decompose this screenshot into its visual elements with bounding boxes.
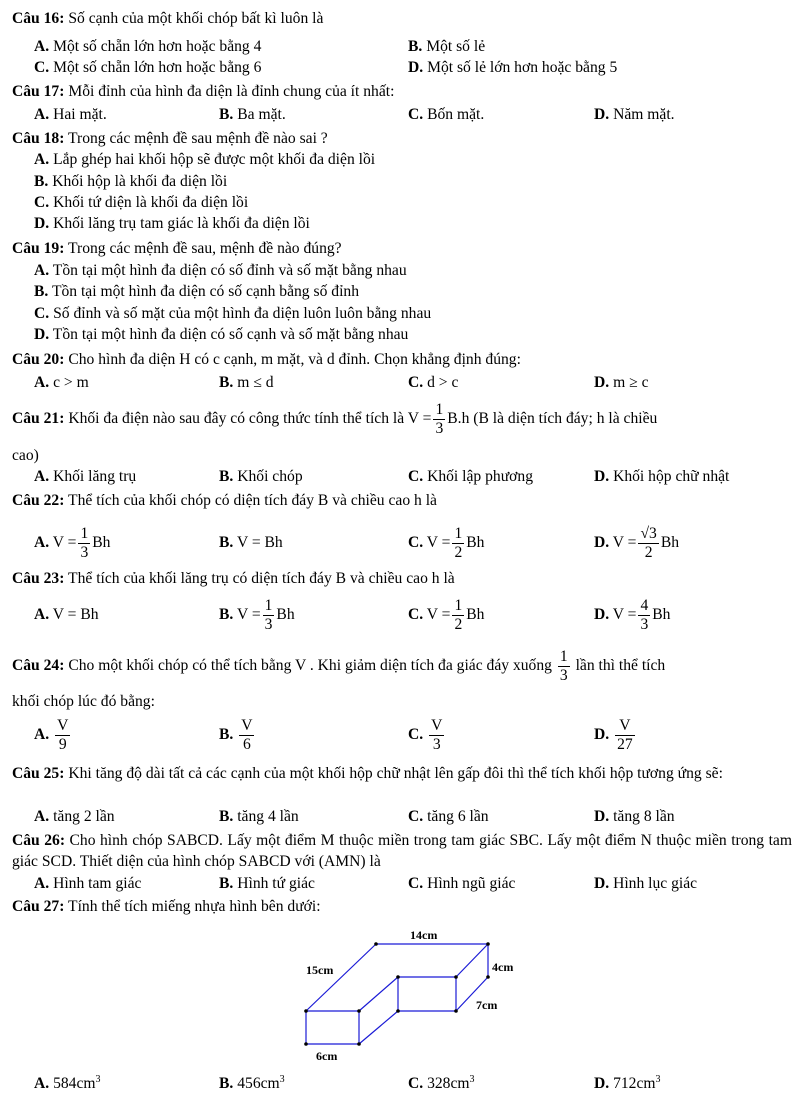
option-label: A. xyxy=(34,534,50,551)
option-label: B. xyxy=(219,374,234,391)
figure-edge xyxy=(456,944,488,977)
question-22 xyxy=(12,490,792,511)
dimension-7cm: 7cm xyxy=(476,998,498,1012)
option-label: A. xyxy=(34,106,50,123)
fraction-denominator: 3 xyxy=(264,615,273,633)
q27-option-b: 456cm xyxy=(237,1075,280,1093)
option-label: C. xyxy=(408,875,424,892)
option-label: C. xyxy=(408,606,424,623)
q19-option-d-line xyxy=(34,324,408,345)
q23-option-c-v: V = xyxy=(426,606,451,623)
option-label: A. xyxy=(34,151,50,168)
q20-option-d: m ≥ c xyxy=(613,374,649,391)
q16-option-c: Một số chẵn lớn hơn hoặc bằng 6 xyxy=(53,59,262,76)
option-label: B. xyxy=(408,38,423,55)
option-label: D. xyxy=(408,59,424,76)
fraction xyxy=(452,598,464,632)
question-21-line-2 xyxy=(12,445,792,466)
q19-option-a: Tồn tại một hình đa diện có số đỉnh và số mặt bằng nhau xyxy=(52,262,407,279)
option-label: C. xyxy=(34,59,50,76)
fraction-denominator: 6 xyxy=(242,735,251,753)
q17-option-b: Ba mặt. xyxy=(237,106,286,123)
question-24-options xyxy=(0,713,800,757)
q27-option-c: 328cm xyxy=(427,1075,470,1093)
question-22-options xyxy=(0,522,800,564)
q23-option-d-v: V = xyxy=(612,606,637,623)
q20-option-a: c > m xyxy=(53,374,89,391)
option-label: D. xyxy=(594,726,610,743)
question-20-text: Cho hình đa diện H có c cạnh, m mặt, và d đỉnh. Chọn khẳng định đúng: xyxy=(68,351,521,368)
q27-option-a: 584cm xyxy=(53,1075,96,1093)
q21-option-b: Khối chóp xyxy=(237,468,303,485)
fraction xyxy=(55,718,70,752)
option-label: D. xyxy=(594,606,610,623)
q20-option-b: m ≤ d xyxy=(237,374,274,391)
question-17-text: Mỗi đỉnh của hình đa diện là đỉnh chung của ít nhất: xyxy=(68,83,395,100)
figure-vertex xyxy=(454,1009,458,1013)
question-17-number: Câu 17: xyxy=(12,83,65,100)
question-24-text-end: khối chóp lúc đó bằng: xyxy=(12,693,155,710)
plastic-piece-figure xyxy=(290,922,530,1067)
question-18 xyxy=(12,128,792,149)
dimension-4cm: 4cm xyxy=(492,960,514,974)
q19-option-b: Tồn tại một hình đa diện có số cạnh bằng số đỉnh xyxy=(51,283,359,300)
question-21-number: Câu 21: xyxy=(12,410,65,427)
q22-option-c-v: V = xyxy=(426,534,451,551)
question-21-text-cont: B.h (B là diện tích đáy; h là chiều xyxy=(447,410,658,427)
option-label: D. xyxy=(594,374,610,391)
question-23-options xyxy=(0,594,800,636)
q17-option-a: Hai mặt. xyxy=(53,106,107,123)
question-26-number: Câu 26: xyxy=(12,832,66,849)
q26-option-a: Hình tam giác xyxy=(53,875,142,892)
q22-option-b: V = Bh xyxy=(236,534,283,551)
question-24-number: Câu 24: xyxy=(12,657,65,674)
question-21-options xyxy=(0,466,800,487)
option-label: C. xyxy=(34,305,50,322)
q16-option-d: Một số lẻ lớn hơn hoặc bằng 5 xyxy=(427,59,618,76)
fraction-denominator: 2 xyxy=(644,543,653,561)
fraction-numerator: V xyxy=(57,717,69,735)
fraction-denominator: 9 xyxy=(58,735,67,753)
q18-option-a-line xyxy=(34,149,375,170)
figure-vertex xyxy=(396,975,400,979)
q26-option-c: Hình ngũ giác xyxy=(427,875,516,892)
fraction xyxy=(263,598,275,632)
q23-option-a: V = Bh xyxy=(52,606,99,623)
q18-option-a: Lắp ghép hai khối hộp sẽ được một khối đa diện lồi xyxy=(53,151,376,168)
figure-vertex xyxy=(396,1009,400,1013)
q25-option-a: tăng 2 lần xyxy=(53,808,115,825)
figure-vertex xyxy=(304,1042,308,1046)
q21-option-c: Khối lập phương xyxy=(427,468,533,485)
option-label: A. xyxy=(34,374,50,391)
question-27-number: Câu 27: xyxy=(12,898,65,915)
fraction-numerator: 4 xyxy=(640,597,649,615)
question-20-options xyxy=(0,372,800,393)
fraction-numerator: V xyxy=(615,718,635,736)
fraction-denominator: 3 xyxy=(435,419,444,437)
q23-option-b-v: V = xyxy=(236,606,261,623)
fraction-denominator: 27 xyxy=(617,735,633,753)
q23-option-b-bh: Bh xyxy=(276,606,295,623)
q19-option-a-line xyxy=(34,260,407,281)
fraction-denominator: 3 xyxy=(559,666,568,684)
q20-option-c: d > c xyxy=(427,374,459,391)
q22-option-a-bh: Bh xyxy=(92,534,111,551)
question-22-number: Câu 22: xyxy=(12,492,65,509)
option-label: D. xyxy=(34,215,50,232)
option-label: A. xyxy=(34,468,50,485)
question-21 xyxy=(12,398,792,440)
q18-option-b-line xyxy=(34,171,227,192)
q19-option-b-line xyxy=(34,281,359,302)
question-25-number: Câu 25: xyxy=(12,765,65,782)
fraction-numerator: 1 xyxy=(454,597,463,615)
question-25-text: Khi tăng độ dài tất cả các cạnh của một khối hộp chữ nhật lên gấp đôi thì thể tích khối hộp tương ứng sẽ: xyxy=(68,765,723,782)
question-25-options xyxy=(0,806,800,827)
q27-option-d: 712cm xyxy=(613,1075,656,1093)
question-18-text: Trong các mệnh đề sau mệnh đề nào sai ? xyxy=(68,130,328,147)
question-22-text: Thể tích của khối chóp có diện tích đáy B và chiều cao h là xyxy=(68,492,437,509)
figure-edge xyxy=(359,1011,398,1044)
dimension-15cm: 15cm xyxy=(306,963,334,977)
option-label: B. xyxy=(219,1075,234,1093)
option-label: C. xyxy=(408,1075,424,1093)
option-label: B. xyxy=(219,875,234,892)
question-17-options xyxy=(0,104,800,125)
question-16 xyxy=(12,8,792,29)
option-label: C. xyxy=(408,534,424,551)
question-26 xyxy=(12,830,792,872)
q17-option-c: Bốn mặt. xyxy=(427,106,485,123)
question-21-text-end: cao) xyxy=(12,447,39,464)
fraction xyxy=(78,526,90,560)
q22-option-d-v: V = xyxy=(612,534,637,551)
exponent: 3 xyxy=(95,1074,101,1085)
option-label: B. xyxy=(219,726,234,743)
option-label: C. xyxy=(408,374,424,391)
question-27 xyxy=(12,896,792,917)
fraction-numerator: V xyxy=(241,717,253,735)
fraction xyxy=(433,402,445,436)
q18-option-c-line xyxy=(34,192,248,213)
question-26-text: Cho hình chóp SABCD. Lấy một điểm M thuộc miền trong tam giác SBC. Lấy một điểm N thuộc miền trong tam giác SCD. Thiết diện của hình chóp SABCD với (AMN) là xyxy=(12,832,792,870)
q18-option-d-line xyxy=(34,213,310,234)
figure-edge xyxy=(359,977,398,1011)
option-label: B. xyxy=(34,173,49,190)
question-16-options-row-2 xyxy=(0,57,800,78)
q21-option-d: Khối hộp chữ nhật xyxy=(613,468,730,485)
q26-option-b: Hình tứ giác xyxy=(237,875,315,892)
question-26-options xyxy=(0,873,800,894)
q18-option-b: Khối hộp là khối đa diện lồi xyxy=(52,173,228,190)
option-label: C. xyxy=(408,106,424,123)
fraction-numerator: 1 xyxy=(80,525,89,543)
q17-option-d: Năm mặt. xyxy=(613,106,675,123)
fraction xyxy=(452,526,464,560)
fraction-denominator: 3 xyxy=(432,735,441,753)
dimension-14cm: 14cm xyxy=(410,928,438,942)
option-label: C. xyxy=(34,194,50,211)
option-label: B. xyxy=(219,606,234,623)
q23-option-c-bh: Bh xyxy=(466,606,485,623)
option-label: B. xyxy=(34,283,49,300)
question-23-number: Câu 23: xyxy=(12,570,65,587)
exponent: 3 xyxy=(279,1074,285,1085)
option-label: D. xyxy=(594,808,610,825)
figure-vertex xyxy=(374,942,378,946)
question-19-number: Câu 19: xyxy=(12,240,65,257)
figure-vertex xyxy=(357,1009,361,1013)
fraction-denominator: 3 xyxy=(640,615,649,633)
option-label: D. xyxy=(594,468,610,485)
fraction-numerator: 1 xyxy=(559,648,568,666)
question-19-text: Trong các mệnh đề sau, mệnh đề nào đúng? xyxy=(68,240,342,257)
option-label: C. xyxy=(408,808,424,825)
dimension-6cm: 6cm xyxy=(316,1049,338,1063)
q16-option-a: Một số chẵn lớn hơn hoặc bằng 4 xyxy=(53,38,262,55)
fraction xyxy=(615,718,635,752)
q25-option-d: tăng 8 lần xyxy=(613,808,675,825)
fraction-numerator: V xyxy=(431,717,443,735)
figure-vertex xyxy=(304,1009,308,1013)
option-label: A. xyxy=(34,1075,50,1093)
question-24-text-cont: lần thì thể tích xyxy=(575,657,666,674)
q16-option-b: Một số lẻ xyxy=(426,38,486,55)
question-17 xyxy=(12,81,792,102)
question-24-line-2 xyxy=(12,691,792,712)
question-27-options xyxy=(0,1069,800,1093)
option-label: A. xyxy=(34,726,50,743)
fraction xyxy=(638,598,650,632)
question-24 xyxy=(12,645,792,687)
q19-option-c: Số đỉnh và số mặt của một hình đa diện luôn luôn bằng nhau xyxy=(53,305,432,322)
fraction xyxy=(638,526,658,560)
option-label: D. xyxy=(34,326,50,343)
exponent: 3 xyxy=(655,1074,661,1085)
question-16-options-row-1 xyxy=(0,36,800,57)
question-23-text: Thể tích của khối lăng trụ có diện tích đáy B và chiều cao h là xyxy=(68,570,455,587)
option-label: D. xyxy=(594,875,610,892)
q18-option-c: Khối tứ diện là khối đa diện lồi xyxy=(53,194,249,211)
exponent: 3 xyxy=(469,1074,475,1085)
question-16-text: Số cạnh của một khối chóp bất kì luôn là xyxy=(68,10,324,27)
q25-option-b: tăng 4 lần xyxy=(237,808,299,825)
fraction-numerator: 1 xyxy=(435,401,444,419)
question-19 xyxy=(12,238,792,259)
figure-vertex xyxy=(454,975,458,979)
option-label: D. xyxy=(594,106,610,123)
question-21-text: Khối đa điện nào sau đây có công thức tính thể tích là xyxy=(68,410,405,427)
fraction-numerator: √3 xyxy=(640,525,657,543)
q22-option-c-bh: Bh xyxy=(466,534,485,551)
question-24-text: Cho một khối chóp có thể tích bằng V . Khi giảm diện tích đa giác đáy xuống xyxy=(68,657,552,674)
option-label: A. xyxy=(34,262,50,279)
question-16-number: Câu 16: xyxy=(12,10,65,27)
fraction xyxy=(558,649,570,683)
q22-option-a-v: V = xyxy=(52,534,77,551)
fraction xyxy=(239,718,254,752)
question-20-number: Câu 20: xyxy=(12,351,65,368)
option-label: A. xyxy=(34,606,50,623)
q19-option-d: Tồn tại một hình đa diện có số cạnh và số mặt bằng nhau xyxy=(52,326,409,343)
q22-option-d-bh: Bh xyxy=(660,534,680,551)
q19-option-c-line xyxy=(34,303,431,324)
option-label: D. xyxy=(594,1075,610,1093)
figure-vertex xyxy=(357,1042,361,1046)
option-label: C. xyxy=(408,726,424,743)
question-20 xyxy=(12,349,792,370)
q21-option-a: Khối lăng trụ xyxy=(53,468,137,485)
q26-option-d: Hình lục giác xyxy=(613,875,698,892)
figure-edge xyxy=(306,944,376,1011)
option-label: A. xyxy=(34,38,50,55)
q23-option-d-bh: Bh xyxy=(652,606,671,623)
option-label: B. xyxy=(219,808,234,825)
option-label: B. xyxy=(219,468,234,485)
question-27-text: Tính thể tích miếng nhựa hình bên dưới: xyxy=(68,898,321,915)
fraction-denominator: 3 xyxy=(80,543,89,561)
question-25 xyxy=(12,763,792,784)
formula-v: V = xyxy=(407,410,432,427)
question-18-number: Câu 18: xyxy=(12,130,65,147)
option-label: D. xyxy=(594,534,610,551)
fraction-denominator: 2 xyxy=(454,543,463,561)
fraction-numerator: 1 xyxy=(454,525,463,543)
figure-vertex xyxy=(486,975,490,979)
q25-option-c: tăng 6 lần xyxy=(427,808,489,825)
option-label: A. xyxy=(34,808,50,825)
question-23 xyxy=(12,568,792,589)
option-label: B. xyxy=(219,534,234,551)
fraction xyxy=(429,718,444,752)
fraction-denominator: 2 xyxy=(454,615,463,633)
figure-vertex xyxy=(486,942,490,946)
fraction-numerator: 1 xyxy=(264,597,273,615)
option-label: A. xyxy=(34,875,50,892)
option-label: C. xyxy=(408,468,424,485)
q18-option-d: Khối lăng trụ tam giác là khối đa diện lồi xyxy=(53,215,310,232)
option-label: B. xyxy=(219,106,234,123)
